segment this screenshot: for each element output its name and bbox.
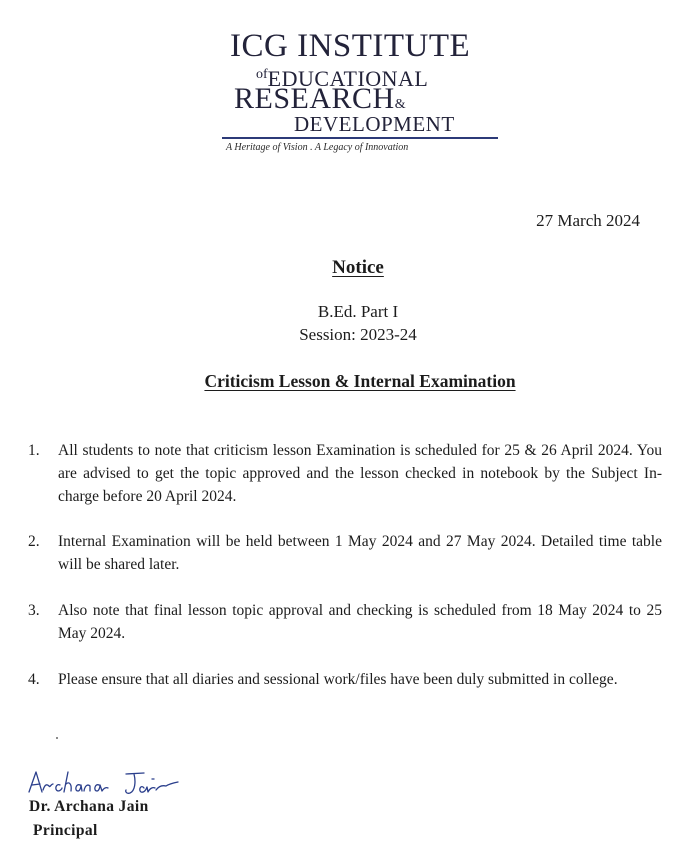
- list-item: [28, 530, 662, 576]
- list-item: [28, 668, 662, 691]
- list-item: [28, 599, 662, 645]
- signatory-designation: Principal: [33, 822, 98, 839]
- list-item-number: 4.: [28, 671, 40, 688]
- institute-logo: [222, 28, 502, 160]
- logo-divider: [222, 137, 498, 139]
- notice-points-list: [28, 439, 662, 691]
- program-name: B.Ed. Part I: [317, 302, 399, 321]
- list-item-text: Please ensure that all diaries and sessional work/files have been duly submitted in college.: [58, 671, 618, 688]
- logo-development-text: DEVELOPMENT: [294, 112, 455, 136]
- list-item-text: All students to note that criticism lesson Examination is scheduled for 25 & 26 April 2024. You are advised to get the topic approved and the lesson checked in notebook by the Subject In-charge before 20 April 2024.: [58, 442, 662, 505]
- logo-educational-text: EDUCATIONAL: [267, 66, 429, 91]
- notice-title: Notice: [332, 257, 384, 278]
- list-item-text: Internal Examination will be held between 1 May 2024 and 27 May 2024. Detailed time table will be shared later.: [58, 533, 662, 573]
- handwritten-signature: [26, 766, 196, 800]
- list-item-number: 1.: [28, 442, 40, 459]
- logo-institute-name-line1: ICG INSTITUTE: [230, 28, 471, 64]
- notice-date: 27 March 2024: [536, 211, 640, 230]
- logo-ampersand: &: [394, 97, 406, 112]
- notice-subject: Criticism Lesson & Internal Examination: [204, 371, 516, 391]
- session-label: Session: 2023-24: [299, 325, 417, 344]
- logo-of-text: of: [256, 67, 268, 82]
- list-item-number: 2.: [28, 533, 40, 550]
- signatory-name: Dr. Archana Jain: [29, 798, 149, 815]
- list-item: [28, 439, 662, 508]
- logo-tagline: A Heritage of Vision . A Legacy of Innovation: [226, 142, 409, 153]
- list-item-text: Also note that final lesson topic approval and checking is scheduled from 18 May 2024 to 25 May 2024.: [58, 602, 662, 642]
- stray-mark: [56, 737, 58, 739]
- list-item-number: 3.: [28, 602, 40, 619]
- logo-research-text: RESEARCH: [234, 82, 395, 115]
